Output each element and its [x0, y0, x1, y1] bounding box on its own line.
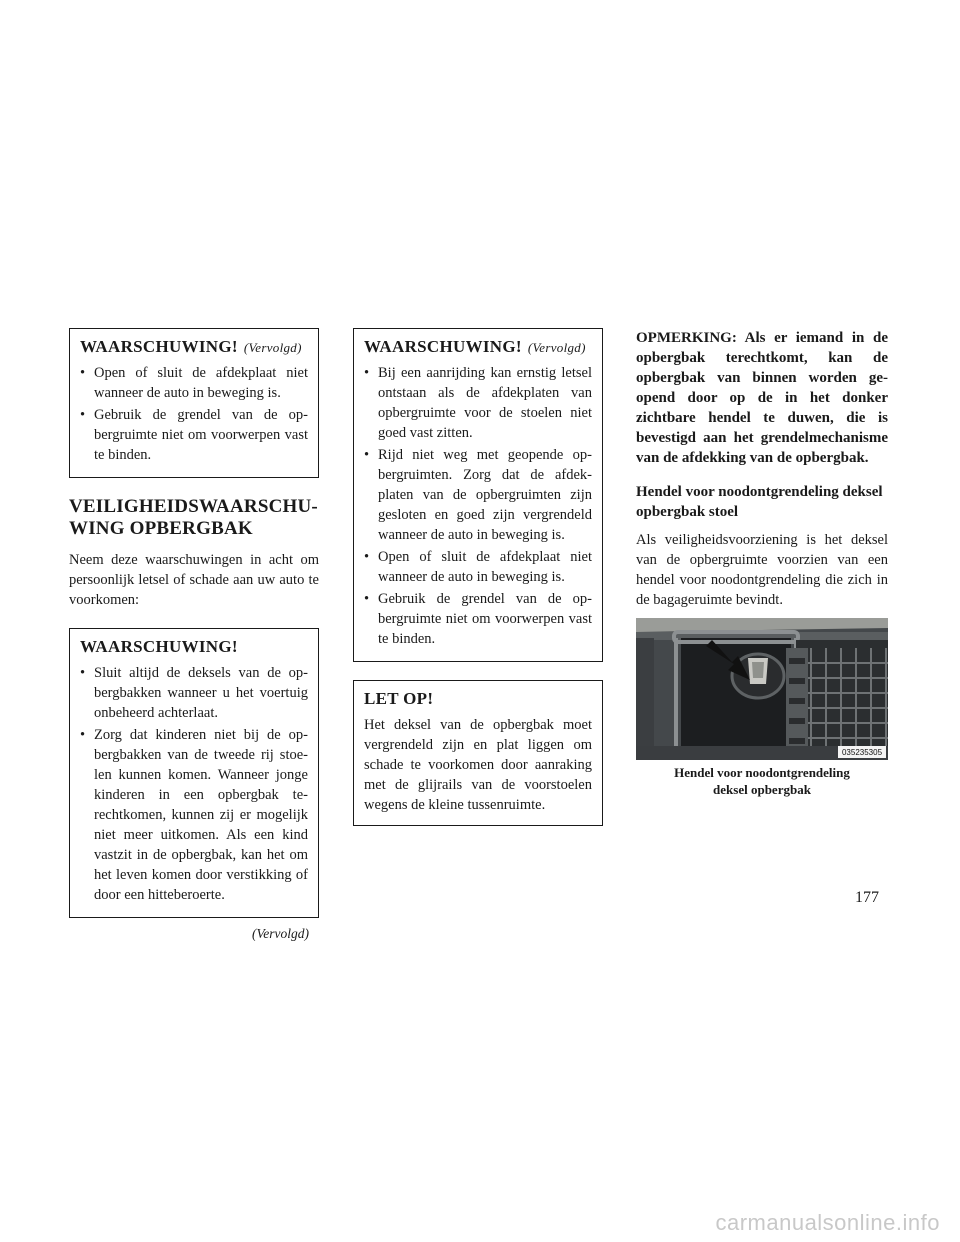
subheading: Hendel voor noodontgrendeling deksel opbergbak stoel — [636, 484, 883, 520]
watermark: carmanualsonline.info — [715, 1210, 940, 1235]
warning-box-continued — [69, 328, 319, 478]
warning-heading — [364, 337, 592, 357]
warning-list — [364, 363, 592, 649]
caution-box — [353, 680, 603, 826]
release-handle-photo — [636, 618, 888, 760]
warning-item: • Rijd niet weg met geopende opbergruimten. Zorg dat de afdekplaten van de opbergruimten zijn gesloten en goed zijn vergrendeld wanneer de auto in beweging is. — [364, 445, 592, 545]
warning-item: • Open of sluit de afdekplaat niet wanneer de auto in beweging is. — [80, 363, 308, 403]
section-title: VEILIGHEIDSWAARSCHUWING OPBERGBAK — [69, 496, 318, 539]
continued-label: (Vervolgd) — [527, 340, 586, 355]
release-handle-illustration — [636, 618, 888, 760]
warning-item: • Gebruik de grendel van de opbergruimte niet om voorwerpen vast te binden. — [364, 589, 592, 649]
intro-paragraph: Neem deze waarschuwingen in acht om persoonlijk letsel of schade aan uw auto te voorkomen: — [69, 552, 319, 608]
warning-list — [80, 663, 308, 905]
caution-title: LET OP! — [364, 689, 434, 708]
photo-code: 035235305 — [841, 748, 883, 757]
warning-list — [80, 363, 308, 465]
warning-box-continued — [353, 328, 603, 662]
warning-heading — [80, 337, 308, 357]
caution-text: Het deksel van de opbergbak moet vergrendeld zijn en plat liggen om schade te voorkomen door aanraking met de glijrails van de voorstoelen wegens de kleine tussenruimte. — [364, 717, 592, 813]
photo-caption — [636, 764, 888, 798]
warning-item: • Gebruik de grendel van de opbergruimte niet om voorwerpen vast te binden. — [80, 405, 308, 465]
body-paragraph: Als veiligheidsvoorziening is het deksel van de opbergruimte voorzien van een hendel voor noodontgrendeling die zich in de bagageruimte bevindt. — [636, 532, 888, 608]
column-right — [636, 328, 888, 798]
warning-item: • Bij een aanrijding kan ernstig letsel ontstaan als de afdekplaten van opbergruimte voor de stoelen niet goed vast zitten. — [364, 363, 592, 443]
continued-label: (Vervolgd) — [243, 340, 302, 355]
warning-title: WAARSCHUWING! — [364, 337, 522, 356]
caption-line: deksel opbergbak — [713, 782, 811, 797]
warning-box — [69, 628, 319, 918]
caption-line: Hendel voor noodontgrendeling — [674, 765, 850, 780]
column-left — [69, 328, 319, 942]
continued-footer: (Vervolgd) — [252, 926, 309, 941]
note-paragraph: OPMERKING: Als er iemand in de opbergbak terechtkomt, kan de opbergbak van binnen worden geopend door op de in het donker zichtbare hendel te duwen, die is bevestigd aan het grendelmechanisme van de afdekking van de opbergbak. — [636, 330, 888, 466]
warning-item: • Sluit altijd de deksels van de opbergbakken wanneer u het voertuig onbeheerd achterlaat. — [80, 663, 308, 723]
column-middle — [353, 328, 603, 838]
warning-heading — [80, 637, 308, 657]
warning-title: WAARSCHUWING! — [80, 637, 238, 656]
page-number: 177 — [855, 889, 879, 906]
warning-item: • Zorg dat kinderen niet bij de opbergbakken van de tweede rij stoelen kunnen komen. Wanneer jonge kinderen in een opbergbak terechtkomen, kunnen zij er mogelijk niet meer uitkomen. Als een kind vastzit in de opbergbak, kan het om het leven komen door verstikking of door een hitteberoerte. — [80, 725, 308, 905]
warning-title: WAARSCHUWING! — [80, 337, 238, 356]
warning-item: • Open of sluit de afdekplaat niet wanneer de auto in beweging is. — [364, 547, 592, 587]
